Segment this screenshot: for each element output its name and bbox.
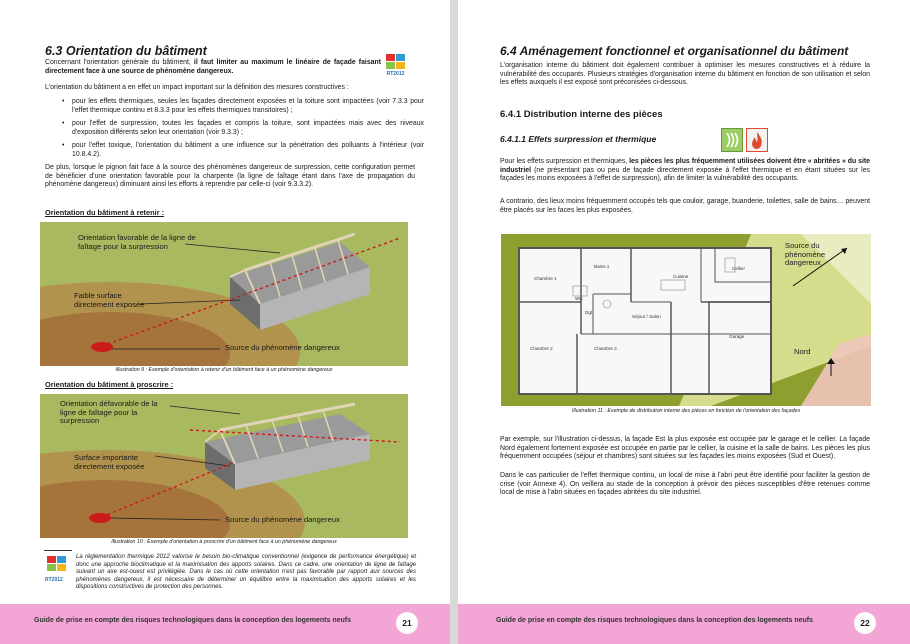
north-label: Nord	[794, 347, 811, 356]
page-22	[458, 0, 910, 644]
footer-title: Guide de prise en compte des risques technologiques dans la conception des logements neufs	[496, 617, 814, 624]
thermal-effect-icon	[746, 128, 768, 152]
bullet-overpressure: • pour l'effet de surpression, toutes les façades et compris la toiture, sont impactées mais avec des niveaux d'exposition différents selon leur orientation (voir 9.3.3) ;	[60, 120, 424, 137]
orientation-paragraph: L'orientation du bâtiment a en effet un impact important sur la définition des mesures constructives :	[45, 84, 349, 91]
room-label-bains: Bains 1	[594, 264, 610, 269]
source-direction-label: Source du phénomène dangereux	[785, 241, 826, 267]
room-label-sejour: Séjour / Salon	[632, 314, 661, 319]
subsection-heading: 6.4.1 Distribution interne des pièces	[500, 109, 663, 120]
effects-bold-text: les pièces les plus fréquemment utilisées doivent être « abritées » du site industriel	[500, 158, 871, 174]
subsubsection-heading: 6.4.1.1 Effets surpression et thermique	[500, 134, 657, 144]
effects-text-a: Pour les effets surpression et thermiques,	[500, 158, 630, 165]
illustration-10-caption: Illustration 10 : Exemple d'orientation à proscrire d'un bâtiment face à un phénomène dangereux	[111, 539, 337, 545]
room-label-dgt: Dgt	[585, 310, 593, 315]
illustration-9-caption: Illustration 9 : Exemple d'orientation à retenir d'un bâtiment face à un phénomène dangereux	[115, 367, 333, 373]
gable-paragraph: De plus, lorsque le pignon fait face à la source des phénomènes dangereux de surpression, cette configuration permet de bénéficier d'une orientation favorable pour la charpente (la ligne de faîtage étant dans l'axe de propagation du phénomène dangereux) diminuant ainsi les efforts à reprendre par celle-ci (voir 9.3.3.2).	[45, 164, 415, 189]
page-footer	[458, 604, 910, 644]
illustration-11-caption: Illustration 11 : Exemple de distribution interne des pièces en fonction de l'orientation des façades	[571, 408, 801, 414]
intro-paragraph	[45, 59, 381, 76]
effects-paragraph	[500, 158, 870, 184]
rt2012-logo-icon	[386, 54, 405, 76]
danger-source-icon	[89, 513, 111, 523]
bullet-thermal: • pour les effets thermiques, seules les façades directement exposées et la toiture sont impactées (voir 7.3.3 pour l'effet thermique continu et 8.3.3 pour les effets thermiques transitoires) ;	[60, 98, 424, 115]
overpressure-effect-icon	[721, 128, 743, 152]
section-heading: 6.3 Orientation du bâtiment	[45, 44, 207, 58]
page-footer	[0, 604, 450, 644]
room-label-wc: WC	[575, 296, 583, 301]
page-21	[0, 0, 450, 644]
illustration-10	[40, 394, 408, 538]
intro-bold-text: il faut limiter au maximum le linéaire de façade faisant directement face à une source de phénomène dangereux.	[45, 59, 381, 75]
footer-title: Guide de prise en compte des risques technologiques dans la conception des logements neufs	[34, 617, 352, 624]
danger-source-icon	[91, 342, 113, 352]
intro-paragraph: L'organisation interne du bâtiment doit également contribuer à optimiser les mesures constructives et à réduire la vulnérabilité des occupants. Plusieurs stratégies d'organisation interne du bâtiment en fonction de son utilisation et selon les effets auxquels il est exposé sont préconisées ci-dessous.	[500, 62, 870, 87]
page-number: 22	[854, 612, 876, 634]
shelter-paragraph: Dans le cas particulier de l'effet thermique continu, un local de mise à l'abri peut être identifié pour faciliter la gestion de crise (voir Annexe 4). On veillera au stade de la conception à prévoir des pièces susceptibles d'être retenues comme local de mise à l'abri situées en façades abritées du site industriel.	[500, 472, 870, 497]
page-number: 21	[396, 612, 418, 634]
room-label-chambre3: Chambre 3	[594, 346, 617, 351]
room-label-garage: Garage	[729, 334, 745, 339]
rt2012-note: La réglementation thermique 2012 valorise le besoin bio-climatique conventionnel (exigence de performance énergétique) et donc une approche bioclimatique et la maximisation des apports solaires. Dans ce cadre, une orientation de ligne de faîtage suivant un axe est-ouest est privilégiée. Dans le cas où cette orientation n'est pas favorable par rapport aux sources des phénomènes dangereux, il est nécessaire de déterminer un équilibre entre la maximisation des apports solaires et les dispositions constructives de protection des personnes.	[76, 554, 416, 590]
danger-source-label: Source du phénomène dangereux	[225, 343, 340, 352]
small-surface-label: Faible surface directement exposée	[74, 291, 145, 309]
section-heading: 6.4 Aménagement fonctionnel et organisationnel du bâtiment	[500, 44, 849, 58]
bullet-toxic: • pour l'effet toxique, l'orientation du bâtiment a une influence sur la pénétration des polluants à l'intérieur (voir 10.8.4.2).	[60, 142, 424, 159]
note-separator	[44, 550, 72, 551]
danger-source-label: Source du phénomène dangereux	[225, 515, 340, 524]
unfavorable-ridge-label: Orientation défavorable de la ligne de faîtage pour la surpression	[60, 399, 158, 425]
illustration-10-heading: Orientation du bâtiment à proscrire :	[45, 380, 174, 389]
room-label-cuisine: Cuisine	[673, 274, 689, 279]
illustration-9-heading: Orientation du bâtiment à retenir :	[45, 208, 165, 217]
room-label-chambre2: Chambre 2	[530, 346, 553, 351]
rt2012-badge-label: RT2012	[45, 577, 63, 583]
rt2012-note-icon	[47, 556, 66, 578]
room-label-chambre1: Chambre 1	[534, 276, 557, 281]
favorable-ridge-label: Orientation favorable de la ligne de faîtage pour la surpression	[78, 233, 196, 251]
illustration-9	[40, 222, 408, 366]
intro-text: Concernant l'orientation générale du bâtiment,	[45, 59, 194, 66]
illustration-11	[501, 234, 871, 406]
contrario-paragraph: A contrario, des lieux moins fréquemment occupés tels que couloir, garage, buanderie, toilettes, salle de bains… peuvent être placés sur les faces les plus exposées.	[500, 198, 870, 214]
example-paragraph: Par exemple, sur l'illustration ci-dessus, la façade Est la plus exposée est occupée par le garage et le cellier. La façade Nord également fortement exposée est occupée en partie par le cellier, la cuisine et la salle de bains. Les pièces les plus fréquemment occupées (séjour et chambres) sont situées sur les façades les moins exposées (Sud et Ouest).	[500, 436, 870, 461]
large-surface-label: Surface importante directement exposée	[74, 453, 145, 471]
room-label-cellier: Cellier	[732, 266, 746, 271]
svg-text:RT2012: RT2012	[386, 71, 405, 76]
effects-text-b: (ne présentant pas ou peu de façade directement exposée à l'effet thermique et en étant situées sur les façades les moins exposées à l'effet de surpression), afin de limiter la vulnérabilité des occupants.	[500, 166, 870, 183]
